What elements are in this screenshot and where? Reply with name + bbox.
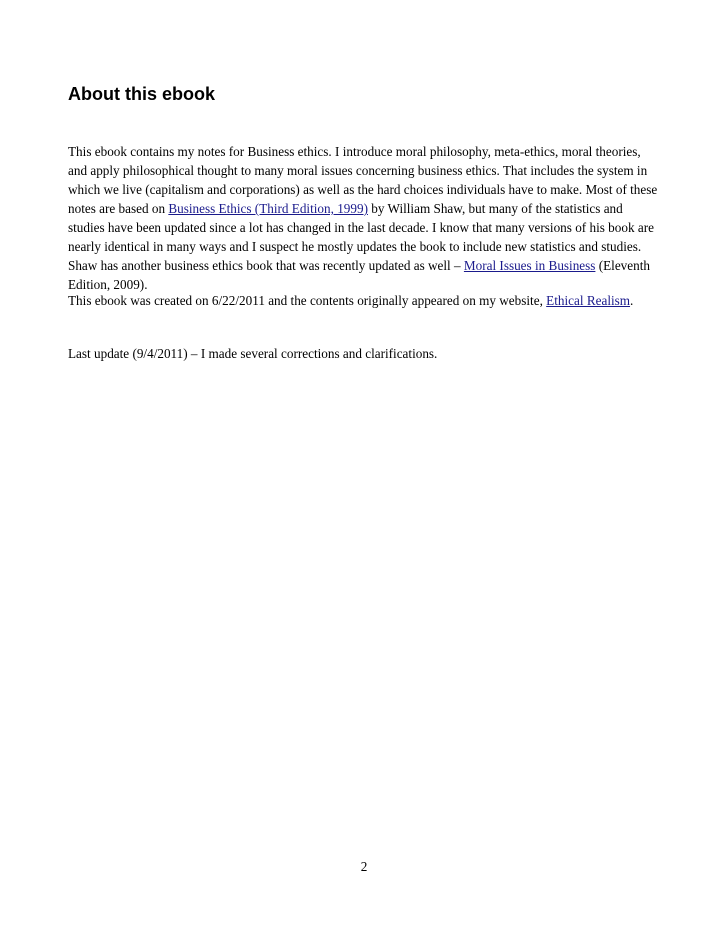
last-update-paragraph: Last update (9/4/2011) – I made several corrections and clarifications. — [68, 346, 438, 361]
page-number: 2 — [360, 859, 368, 874]
page-heading: About this ebook — [68, 84, 215, 104]
creation-paragraph — [68, 291, 660, 310]
intro-paragraph — [68, 142, 660, 294]
intro-text-2: by William Shaw, but many of the statistics and studies have been updated since a lot has changed in the last decade. I know that many versions of his book are nearly identical in many ways and I suspect he mostly updates the book to include new statistics and studies. Shaw has another business ethics book that was recently updated as well – — [68, 201, 654, 273]
business-ethics-book-link[interactable]: Business Ethics (Third Edition, 1999) — [168, 201, 368, 216]
ethical-realism-link[interactable]: Ethical Realism — [546, 293, 631, 308]
intro-text-1: This ebook contains my notes for Business ethics. I introduce moral philosophy, meta-ethics, moral theories, and apply philosophical thought to many moral issues concerning business ethics. That includes the system in which we live (capitalism and corporations) as well as the hard choices individuals have to make. Most of these notes are based on — [68, 144, 658, 216]
intro-text-3: (Eleventh Edition, 2009). — [68, 258, 650, 292]
moral-issues-book-link[interactable]: Moral Issues in Business — [463, 258, 596, 273]
creation-text-1: This ebook was created on 6/22/2011 and the contents originally appeared on my website, — [68, 293, 547, 308]
creation-text-2: . — [630, 293, 634, 308]
